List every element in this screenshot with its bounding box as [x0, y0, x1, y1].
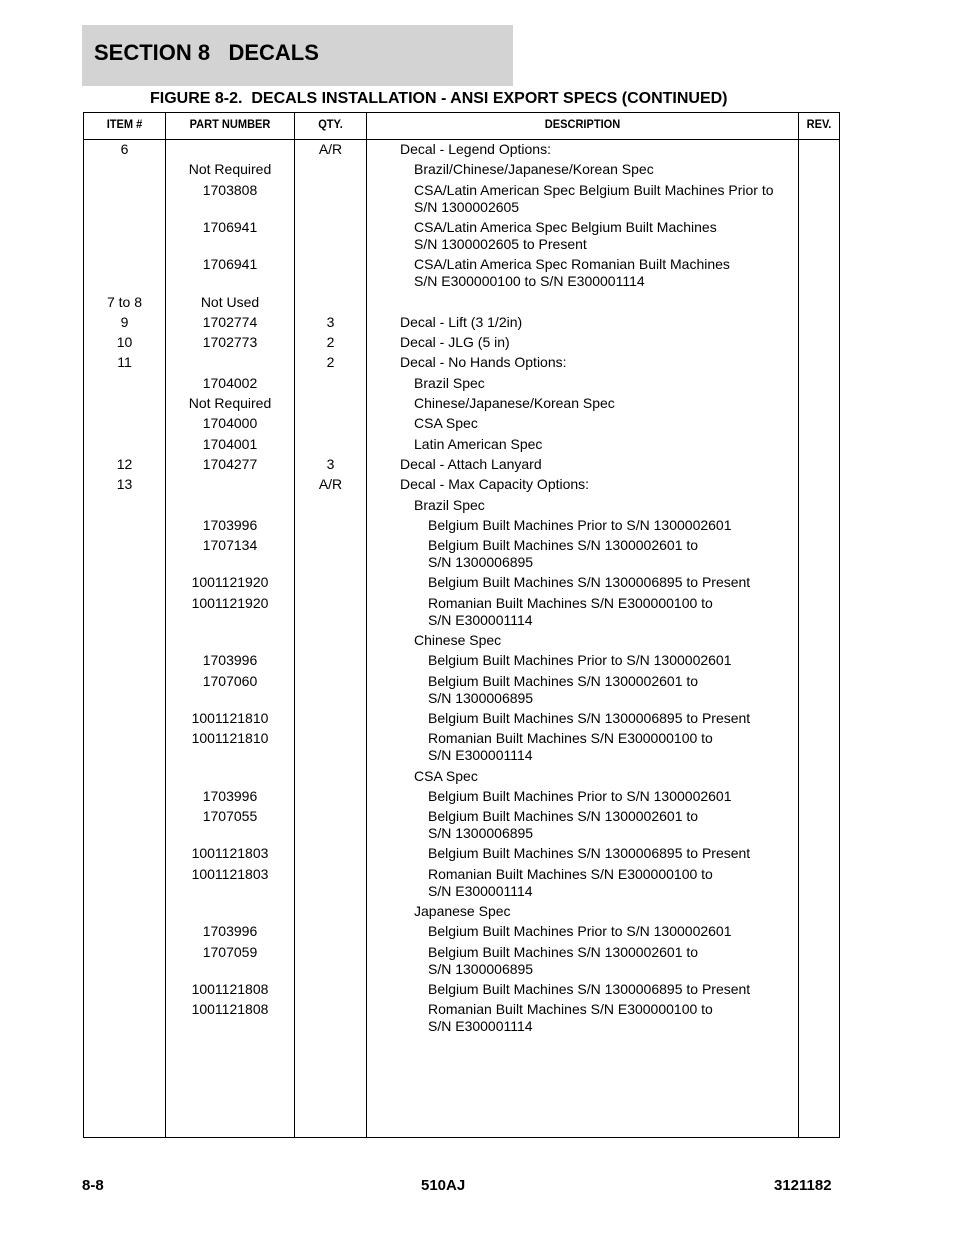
description: Chinese Spec — [414, 632, 502, 648]
part-number: 1704002 — [202, 374, 258, 391]
item-number: 12 — [116, 455, 133, 472]
item-number: 13 — [116, 476, 133, 493]
header-item: ITEM # — [106, 117, 143, 131]
description: S/N E300001114 — [428, 611, 533, 628]
part-number: 1707055 — [202, 808, 258, 825]
part-number: 1703996 — [202, 516, 258, 533]
description: S/N 1300006895 — [428, 689, 534, 706]
part-number: 1001121803 — [191, 845, 269, 862]
description: S/N 1300006895 — [428, 554, 534, 571]
quantity: 3 — [326, 455, 335, 472]
quantity: A/R — [318, 476, 343, 493]
part-number: 1703996 — [202, 787, 258, 804]
part-number: 1001121810 — [191, 730, 269, 747]
part-number: 1703996 — [202, 923, 258, 940]
description: S/N E300000100 to S/N E300001114 — [414, 273, 645, 290]
part-number: 1702774 — [202, 313, 258, 330]
description: Belgium Built Machines S/N 1300002601 to — [428, 808, 699, 825]
item-number: 7 to 8 — [106, 293, 143, 310]
part-number: 1001121808 — [191, 1001, 269, 1018]
quantity: 2 — [326, 334, 335, 351]
part-number: Not Required — [188, 161, 272, 178]
description: Romanian Built Machines S/N E300000100 to — [428, 594, 713, 611]
part-number: 1704000 — [202, 415, 258, 432]
quantity: 2 — [326, 354, 335, 371]
description: Belgium Built Machines Prior to S/N 1300002601 — [428, 652, 732, 669]
part-number: 1706941 — [202, 218, 258, 235]
part-number: 1707060 — [202, 672, 258, 689]
description: Romanian Built Machines S/N E300000100 to — [428, 865, 713, 882]
part-number: 1706941 — [202, 256, 258, 273]
section-title: SECTION 8 DECALS — [94, 40, 319, 65]
column-divider — [294, 112, 295, 1138]
part-number: 1001121920 — [191, 594, 269, 611]
description: Brazil/Chinese/Japanese/Korean Spec — [414, 161, 654, 178]
description: CSA Spec — [414, 415, 478, 432]
footer-doc-number: 3121182 — [774, 1177, 832, 1194]
part-number: 1703808 — [202, 181, 258, 198]
figure-title: FIGURE 8-2. DECALS INSTALLATION - ANSI EXPORT SPECS (CONTINUED) — [150, 90, 728, 107]
quantity: A/R — [318, 141, 343, 157]
description: S/N E300001114 — [428, 1018, 533, 1035]
item-number: 9 — [120, 313, 129, 330]
header-rev: REV. — [806, 117, 832, 131]
description: Decal - Attach Lanyard — [400, 455, 542, 472]
description: Belgium Built Machines S/N 1300006895 to Present — [428, 574, 751, 591]
column-divider — [366, 112, 367, 1138]
description: Belgium Built Machines S/N 1300002601 to — [428, 672, 699, 689]
quantity: 3 — [326, 313, 335, 330]
description: Brazil Spec — [414, 496, 485, 513]
column-divider — [798, 112, 799, 1138]
description: Belgium Built Machines S/N 1300006895 to Present — [428, 980, 751, 997]
part-number: Not Used — [200, 293, 260, 310]
part-number: 1001121920 — [191, 574, 269, 591]
description: Brazil Spec — [414, 374, 485, 391]
part-number: 1707134 — [202, 537, 258, 554]
description: CSA/Latin American Spec Belgium Built Machines Prior to — [414, 181, 774, 198]
description: CSA/Latin America Spec Romanian Built Machines — [414, 256, 730, 273]
description: Chinese/Japanese/Korean Spec — [414, 395, 615, 411]
description: Decal - Max Capacity Options: — [400, 476, 590, 493]
header-description: DESCRIPTION — [544, 117, 621, 131]
part-number: 1707059 — [202, 943, 258, 960]
description: Decal - No Hands Options: — [400, 354, 567, 371]
part-number: 1703996 — [202, 652, 258, 669]
header-qty: QTY. — [318, 117, 343, 131]
description: S/N 1300002605 to Present — [414, 235, 587, 252]
footer-page-number: 8-8 — [82, 1177, 104, 1194]
item-number: 11 — [117, 354, 132, 371]
part-number: 1001121808 — [191, 980, 269, 997]
description: Belgium Built Machines Prior to S/N 1300002601 — [428, 516, 732, 533]
description: Belgium Built Machines S/N 1300002601 to — [428, 943, 699, 960]
description: CSA/Latin America Spec Belgium Built Machines — [414, 218, 717, 235]
description: Belgium Built Machines Prior to S/N 1300002601 — [428, 787, 732, 804]
description: Belgium Built Machines S/N 1300006895 to Present — [428, 709, 751, 726]
description: Decal - Legend Options: — [400, 141, 551, 157]
footer-model: 510AJ — [421, 1177, 466, 1194]
part-number: 1001121810 — [191, 709, 269, 726]
description: S/N E300001114 — [428, 882, 533, 899]
part-number: 1704277 — [202, 455, 258, 472]
description: Romanian Built Machines S/N E300000100 to — [428, 730, 713, 747]
part-number: 1702773 — [202, 334, 258, 351]
header-divider — [83, 139, 840, 140]
description: Romanian Built Machines S/N E300000100 to — [428, 1001, 713, 1018]
description: S/N 1300006895 — [428, 960, 534, 977]
description: Belgium Built Machines Prior to S/N 1300002601 — [428, 923, 732, 940]
description: Belgium Built Machines S/N 1300002601 to — [428, 537, 699, 554]
description: Latin American Spec — [414, 435, 543, 452]
description: Decal - JLG (5 in) — [400, 334, 510, 351]
header-part-number: PART NUMBER — [189, 117, 271, 131]
item-number: 10 — [116, 334, 133, 351]
description: CSA Spec — [414, 767, 478, 784]
part-number: 1001121803 — [191, 865, 269, 882]
item-number: 6 — [120, 141, 129, 157]
description: Japanese Spec — [414, 903, 511, 919]
part-number: Not Required — [188, 395, 272, 411]
description: Decal - Lift (3 1/2in) — [400, 313, 523, 330]
description: S/N 1300002605 — [414, 198, 520, 215]
description: Belgium Built Machines S/N 1300006895 to Present — [428, 845, 751, 862]
description: S/N 1300006895 — [428, 825, 534, 842]
part-number: 1704001 — [202, 435, 258, 452]
description: S/N E300001114 — [428, 747, 533, 764]
